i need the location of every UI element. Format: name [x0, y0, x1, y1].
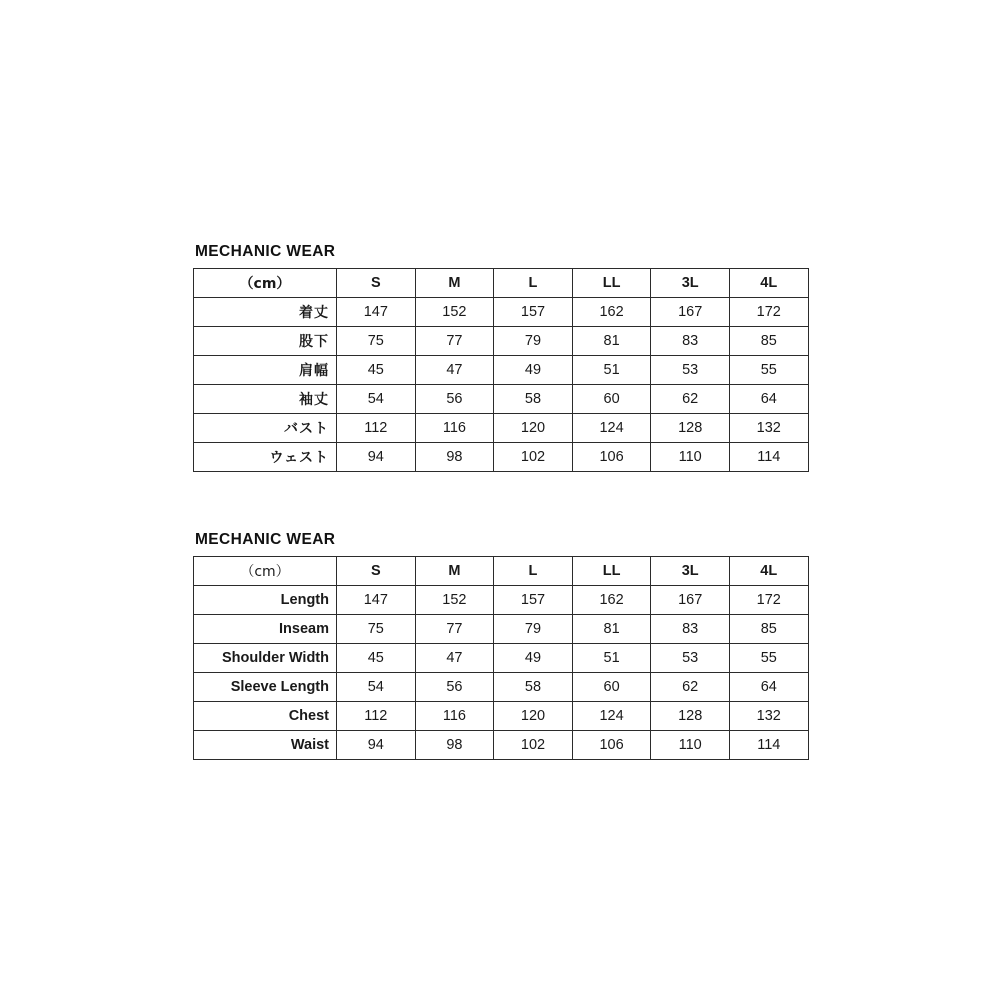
cell-value: 58 — [494, 673, 573, 702]
row-label: ウェスト — [194, 443, 337, 472]
cell-value: 110 — [651, 731, 730, 760]
cell-value: 53 — [651, 356, 730, 385]
cell-value: 55 — [729, 644, 808, 673]
cell-value: 162 — [572, 586, 651, 615]
table-row — [194, 443, 809, 472]
cell-value: 56 — [415, 385, 494, 414]
cell-value: 98 — [415, 731, 494, 760]
column-header-s: S — [337, 557, 416, 586]
cell-value: 102 — [494, 443, 573, 472]
cell-value: 162 — [572, 298, 651, 327]
cell-value: 116 — [415, 414, 494, 443]
cell-value: 132 — [729, 702, 808, 731]
cell-value: 79 — [494, 327, 573, 356]
table-row — [194, 644, 809, 673]
cell-value: 94 — [337, 731, 416, 760]
cell-value: 152 — [415, 586, 494, 615]
cell-value: 55 — [729, 356, 808, 385]
cell-value: 120 — [494, 414, 573, 443]
cell-value: 85 — [729, 615, 808, 644]
row-label: バスト — [194, 414, 337, 443]
size-table-english — [193, 556, 809, 760]
cell-value: 51 — [572, 644, 651, 673]
cell-value: 79 — [494, 615, 573, 644]
cell-value: 167 — [651, 586, 730, 615]
cell-value: 75 — [337, 615, 416, 644]
column-header-m: M — [415, 269, 494, 298]
row-label: Waist — [194, 731, 337, 760]
column-header-3l: 3L — [651, 557, 730, 586]
cell-value: 62 — [651, 385, 730, 414]
column-header-ll: LL — [572, 269, 651, 298]
table-row — [194, 731, 809, 760]
unit-label: （cm） — [194, 269, 337, 298]
cell-value: 64 — [729, 673, 808, 702]
cell-value: 49 — [494, 356, 573, 385]
cell-value: 157 — [494, 298, 573, 327]
size-table-block-english — [193, 531, 809, 760]
cell-value: 58 — [494, 385, 573, 414]
table-row — [194, 702, 809, 731]
table-row — [194, 414, 809, 443]
cell-value: 132 — [729, 414, 808, 443]
cell-value: 51 — [572, 356, 651, 385]
cell-value: 98 — [415, 443, 494, 472]
row-label: Sleeve Length — [194, 673, 337, 702]
cell-value: 114 — [729, 731, 808, 760]
cell-value: 45 — [337, 356, 416, 385]
cell-value: 83 — [651, 615, 730, 644]
cell-value: 116 — [415, 702, 494, 731]
column-header-ll: LL — [572, 557, 651, 586]
column-header-4l: 4L — [729, 557, 808, 586]
row-label: 肩幅 — [194, 356, 337, 385]
row-label: Chest — [194, 702, 337, 731]
cell-value: 53 — [651, 644, 730, 673]
cell-value: 167 — [651, 298, 730, 327]
cell-value: 102 — [494, 731, 573, 760]
cell-value: 47 — [415, 644, 494, 673]
cell-value: 83 — [651, 327, 730, 356]
cell-value: 128 — [651, 702, 730, 731]
cell-value: 94 — [337, 443, 416, 472]
cell-value: 128 — [651, 414, 730, 443]
cell-value: 60 — [572, 673, 651, 702]
row-label: Length — [194, 586, 337, 615]
cell-value: 81 — [572, 615, 651, 644]
cell-value: 47 — [415, 356, 494, 385]
table-row — [194, 356, 809, 385]
cell-value: 106 — [572, 443, 651, 472]
cell-value: 157 — [494, 586, 573, 615]
table-row — [194, 385, 809, 414]
table-header-row — [194, 557, 809, 586]
column-header-s: S — [337, 269, 416, 298]
cell-value: 77 — [415, 327, 494, 356]
table-row — [194, 327, 809, 356]
cell-value: 120 — [494, 702, 573, 731]
cell-value: 54 — [337, 673, 416, 702]
cell-value: 114 — [729, 443, 808, 472]
table-header-row — [194, 269, 809, 298]
cell-value: 49 — [494, 644, 573, 673]
column-header-m: M — [415, 557, 494, 586]
cell-value: 110 — [651, 443, 730, 472]
cell-value: 60 — [572, 385, 651, 414]
cell-value: 152 — [415, 298, 494, 327]
cell-value: 54 — [337, 385, 416, 414]
cell-value: 77 — [415, 615, 494, 644]
cell-value: 106 — [572, 731, 651, 760]
table-row — [194, 298, 809, 327]
cell-value: 56 — [415, 673, 494, 702]
unit-label: （cm） — [194, 557, 337, 586]
table-row — [194, 673, 809, 702]
cell-value: 124 — [572, 702, 651, 731]
table-title-japanese: MECHANIC WEAR — [195, 243, 336, 260]
row-label: Inseam — [194, 615, 337, 644]
size-table-japanese — [193, 268, 809, 472]
row-label: 着丈 — [194, 298, 337, 327]
cell-value: 124 — [572, 414, 651, 443]
cell-value: 75 — [337, 327, 416, 356]
table-title-english: MECHANIC WEAR — [195, 531, 336, 548]
cell-value: 81 — [572, 327, 651, 356]
column-header-l: L — [494, 557, 573, 586]
cell-value: 45 — [337, 644, 416, 673]
column-header-4l: 4L — [729, 269, 808, 298]
cell-value: 147 — [337, 298, 416, 327]
cell-value: 112 — [337, 702, 416, 731]
cell-value: 62 — [651, 673, 730, 702]
row-label: 袖丈 — [194, 385, 337, 414]
row-label: Shoulder Width — [194, 644, 337, 673]
cell-value: 85 — [729, 327, 808, 356]
row-label: 股下 — [194, 327, 337, 356]
cell-value: 172 — [729, 298, 808, 327]
size-table-block-japanese — [193, 243, 809, 472]
cell-value: 112 — [337, 414, 416, 443]
column-header-l: L — [494, 269, 573, 298]
table-row — [194, 586, 809, 615]
cell-value: 172 — [729, 586, 808, 615]
column-header-3l: 3L — [651, 269, 730, 298]
cell-value: 147 — [337, 586, 416, 615]
table-row — [194, 615, 809, 644]
cell-value: 64 — [729, 385, 808, 414]
